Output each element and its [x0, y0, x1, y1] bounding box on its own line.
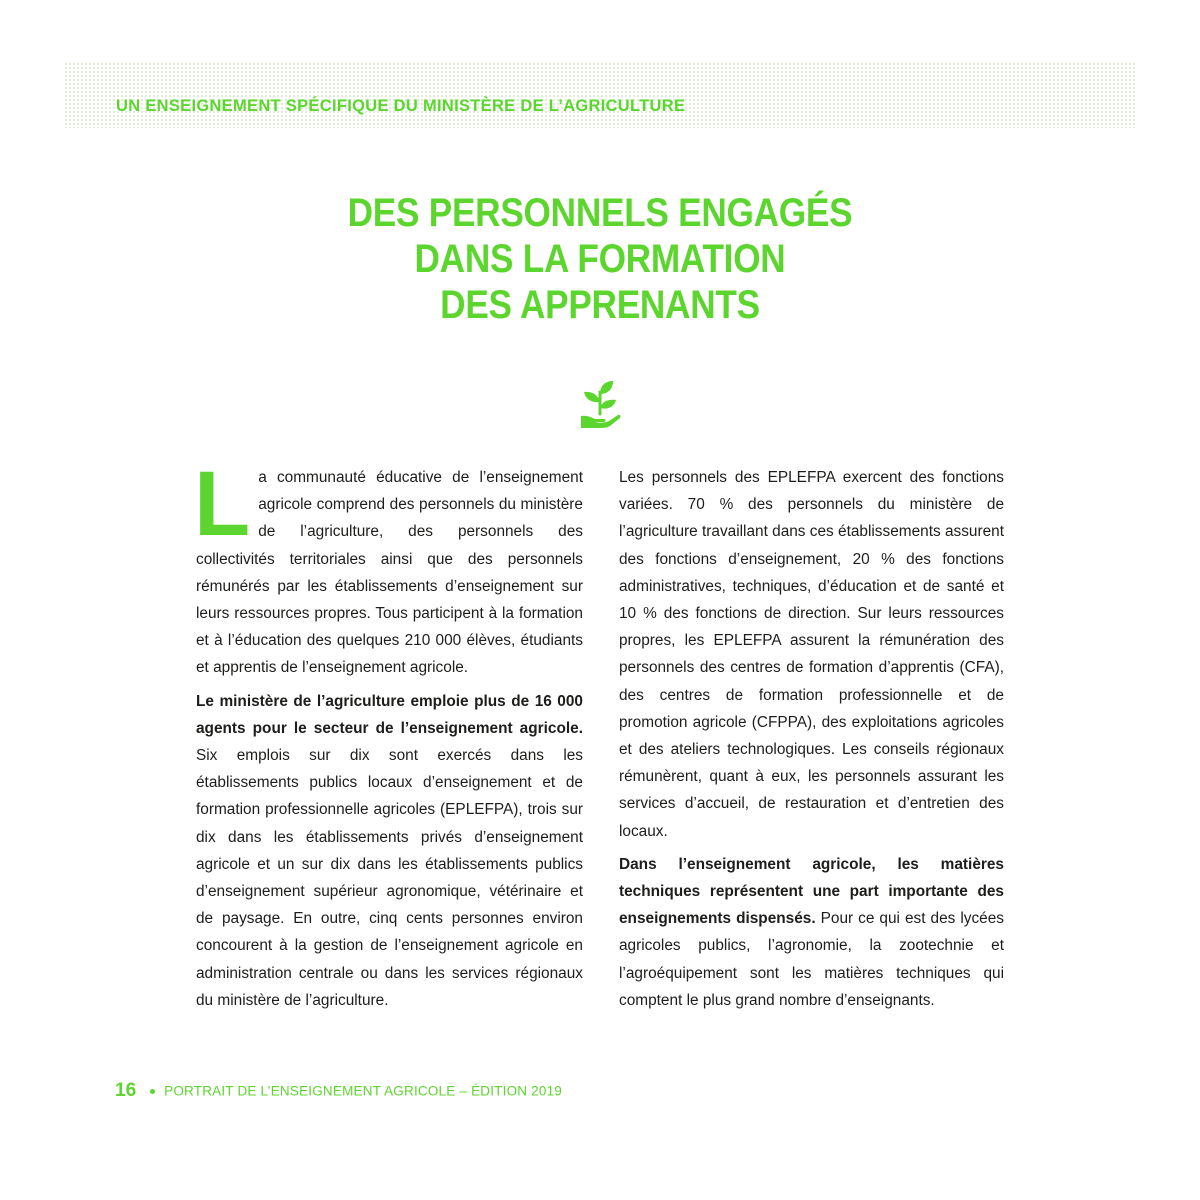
left-paragraph-2-text: Six emplois sur dix sont exercés dans les établissements publics locaux d’enseignement et de formation professionnelle agricoles (EPLEFPA), trois sur dix dans les établissements privés d’enseignement agricole et un sur dix dans les établissements publics d’enseignement supérieur agronomique, vétérinaire et de paysage. En outre, cinq cents personnes environ concourent à la gestion de l’enseignement agricole en administration centrale ou dans les services régionaux du ministère de l’agriculture. — [196, 747, 583, 1009]
section-title: UN ENSEIGNEMENT SPÉCIFIQUE DU MINISTÈRE DE L’AGRICULTURE — [116, 97, 686, 115]
right-paragraph-1: Les personnels des EPLEFPA exercent des fonctions variées. 70 % des personnels du ministère de l’agriculture travaillant dans ces établissements assurent des fonctions d’enseignement, 20 % des fonctions administratives, techniques, d’éducation et de santé et 10 % des fonctions de direction. Sur leurs ressources propres, les EPLEFPA assurent la rémunération des personnels des centres de formation d’apprentis (CFA), des centres de formation professionnelle et de promotion agricole (CFPPA), des exploitations agricoles et des ateliers technologiques. Les conseils régionaux rémunèrent, quant à eux, les personnels assurant les services d’accueil, de restauration et d’entretien des locaux. — [619, 469, 1004, 840]
page-title-line-1: DES PERSONNELS ENGAGÉS — [347, 191, 853, 235]
left-paragraph-1-text: a communauté éducative de l’enseignement agricole comprend des personnels du ministère de l’agriculture, des personnels des collectivités territoriales ainsi que des personnels rémunérés par les établissements d’enseignement sur leurs ressources propres. Tous participent à la formation et à l’éducation des quelques 210 000 élèves, étudiants et apprentis de l’enseignement agricole. — [196, 469, 583, 677]
dropcap: L — [194, 453, 251, 555]
left-column — [194, 453, 583, 1020]
right-paragraph-2 — [619, 851, 1004, 1014]
page-number: 16 — [115, 1080, 137, 1101]
right-column — [619, 464, 1004, 1020]
page-footer — [115, 1080, 562, 1102]
page-title-line-2: DANS LA FORMATION — [414, 237, 786, 281]
right-paragraph-2-lead: Dans l’enseignement agricole, les matières techniques représentent une part importante des enseignements dispensés. — [619, 855, 1004, 928]
page-title — [336, 190, 864, 328]
header-band — [64, 62, 1135, 128]
right-paragraph-2-text: Pour ce qui est des lycées agricoles publics, l’agronomie, la zootechnie et l’agroéquipement sont les matières techniques qui comptent le plus grand nombre d’enseignants. — [619, 910, 1004, 1009]
page-title-line-3: DES APPRENANTS — [440, 283, 760, 327]
left-paragraph-2 — [196, 688, 583, 1014]
bullet-icon — [150, 1089, 155, 1094]
publication-title: PORTRAIT DE L’ENSEIGNEMENT AGRICOLE – ÉDITION 2019 — [164, 1083, 563, 1099]
left-paragraph-2-lead: Le ministère de l’agriculture emploie plus de 16 000 agents pour le secteur de l’enseignement agricole. — [196, 692, 583, 737]
plant-in-hand-icon — [578, 378, 622, 428]
left-paragraph-1 — [194, 453, 583, 682]
